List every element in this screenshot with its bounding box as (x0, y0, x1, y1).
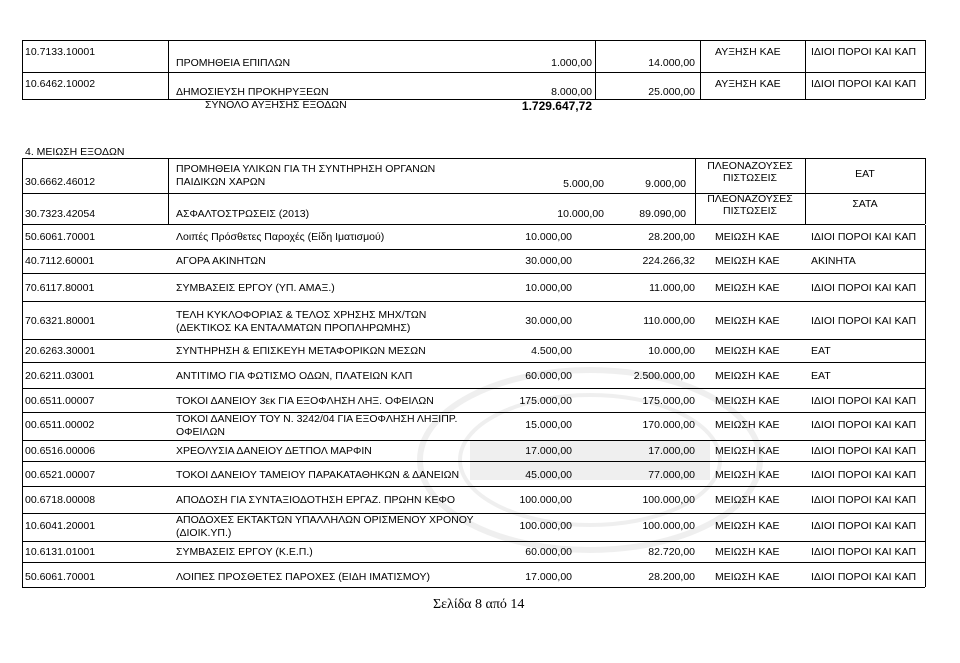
amount-total: 82.720,00 (648, 546, 695, 558)
expense-description: ΤΟΚΟΙ ΔΑΝΕΙΟΥ ΤΑΜΕΙΟΥ ΠΑΡΑΚΑΤΑΘΗΚΩΝ & ΔΑΝΕΙΩΝ (176, 469, 460, 481)
funding-source: ΙΔΙΟΙ ΠΟΡΟΙ ΚΑΙ ΚΑΠ (811, 445, 917, 457)
account-code: 50.6061.70001 (25, 571, 96, 583)
row-divider (22, 339, 925, 340)
table-col-line (925, 225, 926, 587)
action-label: ΜΕΙΩΣΗ ΚΑΕ (715, 419, 780, 431)
action-label: ΠΙΣΤΩΣΕΙΣ (723, 205, 777, 217)
amount-total: 224.266,32 (642, 255, 695, 267)
action-label: ΜΕΙΩΣΗ ΚΑΕ (715, 494, 780, 506)
expense-description: ΤΟΚΟΙ ΔΑΝΕΙΟΥ ΤΟΥ Ν. 3242/04 ΓΙΑ ΕΞΟΦΛΗΣΗ ΛΗΞΙΠΡ. (176, 413, 458, 425)
top-table-border-top (22, 40, 925, 41)
action-label: ΑΥΞΗΣΗ ΚΑΕ (715, 78, 781, 90)
amount-change: 30.000,00 (525, 315, 572, 327)
amount-total: 25.000,00 (648, 86, 695, 98)
row-divider (22, 412, 925, 413)
expense-description: Λοιπές Πρόσθετες Παροχές (Είδη Ιματισμού) (176, 231, 385, 243)
account-code: 20.6211.03001 (25, 370, 95, 382)
amount-total: 175.000,00 (642, 395, 695, 407)
amount-change: 17.000,00 (525, 571, 572, 583)
amount-change: 60.000,00 (525, 546, 572, 558)
funding-source: ΕΑΤ (811, 345, 831, 357)
expense-description: ΑΓΟΡΑ ΑΚΙΝΗΤΩΝ (176, 255, 266, 267)
account-code: 30.6662.46012 (25, 176, 96, 188)
account-code: 10.6041.20001 (25, 520, 96, 532)
section-table-col-line (168, 158, 169, 224)
expense-description: ΔΗΜΟΣΙΕΥΣΗ ΠΡΟΚΗΡΥΞΕΩΝ (176, 86, 329, 98)
funding-source: ΙΔΙΟΙ ΠΟΡΟΙ ΚΑΙ ΚΑΠ (811, 395, 917, 407)
row-divider (22, 440, 925, 441)
expense-description: ΠΡΟΜΗΘΕΙΑ ΥΛΙΚΩΝ ΓΙΑ ΤΗ ΣΥΝΤΗΡΗΣΗ ΟΡΓΑΝΩΝ (176, 163, 436, 175)
row-divider (22, 301, 925, 302)
expense-description: ΣΥΜΒΑΣΕΙΣ ΕΡΓΟΥ (ΥΠ. ΑΜΑΞ.) (176, 282, 335, 294)
action-label: ΠΛΕΟΝΑΖΟΥΣΕΣ (707, 160, 793, 172)
top-table-col-line (22, 40, 23, 99)
account-code: 00.6511.00002 (25, 419, 95, 431)
account-code: 30.7323.42054 (25, 208, 96, 220)
action-label: ΜΕΙΩΣΗ ΚΑΕ (715, 231, 780, 243)
amount-change: 17.000,00 (525, 445, 572, 457)
funding-source: ΕΑΤ (811, 370, 831, 382)
expense-description: ΟΦΕΙΛΩΝ (176, 426, 225, 438)
expense-description: ΧΡΕΟΛΥΣΙΑ ΔΑΝΕΙΟΥ ΔΕΤΠΟΛ ΜΑΡΦΙΝ (176, 445, 372, 457)
action-label: ΜΕΙΩΣΗ ΚΑΕ (715, 255, 780, 267)
action-label: ΜΕΙΩΣΗ ΚΑΕ (715, 546, 780, 558)
action-label: ΜΕΙΩΣΗ ΚΑΕ (715, 282, 780, 294)
amount-change: 100.000,00 (519, 494, 572, 506)
top-table-col-line (925, 40, 926, 99)
table-col-line (22, 225, 23, 587)
expense-description: ΑΠΟΔΟΣΗ ΓΙΑ ΣΥΝΤΑΞΙΟΔΟΤΗΣΗ ΕΡΓΑΖ. ΠΡΩΗΝ ΚΕΦΟ (176, 494, 456, 506)
top-table-col-line (805, 40, 806, 99)
expense-description: (ΔΙΟΙΚ.ΥΠ.) (176, 527, 232, 539)
amount-change: 100.000,00 (519, 520, 572, 532)
amount-change: 4.500,00 (531, 345, 572, 357)
expense-description: ΑΝΤΙΤΙΜΟ ΓΙΑ ΦΩΤΙΣΜΟ ΟΔΩΝ, ΠΛΑΤΕΙΩΝ ΚΛΠ (176, 370, 413, 382)
funding-source: ΑΚΙΝΗΤΑ (811, 255, 856, 267)
amount-change: 10.000,00 (557, 208, 604, 220)
expense-description: ΣΥΜΒΑΣΕΙΣ ΕΡΓΟΥ (Κ.Ε.Π.) (176, 546, 313, 558)
action-label: ΜΕΙΩΣΗ ΚΑΕ (715, 395, 780, 407)
total-increase-value: 1.729.647,72 (521, 99, 592, 113)
row-divider (22, 249, 925, 250)
funding-source: ΙΔΙΟΙ ΠΟΡΟΙ ΚΑΙ ΚΑΠ (811, 494, 917, 506)
amount-total: 89.090,00 (639, 208, 686, 220)
section-table-border-bottom (22, 224, 925, 225)
action-label: ΠΙΣΤΩΣΕΙΣ (723, 172, 777, 184)
row-divider (22, 388, 925, 389)
amount-total: 77.000,00 (648, 469, 695, 481)
amount-total: 11.000,00 (649, 282, 695, 294)
funding-source: ΙΔΙΟΙ ΠΟΡΟΙ ΚΑΙ ΚΑΠ (811, 520, 917, 532)
amount-total: 100.000,00 (642, 494, 695, 506)
amount-change: 30.000,00 (525, 255, 572, 267)
amount-change: 10.000,00 (525, 282, 572, 294)
amount-total: 2.500.000,00 (633, 370, 695, 382)
account-code: 10.7133.10001 (25, 46, 96, 58)
account-code: 00.6521.00007 (25, 469, 96, 481)
section-table-col-line (925, 158, 926, 224)
action-label: ΜΕΙΩΣΗ ΚΑΕ (715, 469, 780, 481)
expense-description: (ΔΕΚΤΙΚΟΣ ΚΑ ΕΝΤΑΛΜΑΤΩΝ ΠΡΟΠΛΗΡΩΜΗΣ) (176, 322, 411, 334)
funding-source: ΙΔΙΟΙ ΠΟΡΟΙ ΚΑΙ ΚΑΠ (811, 571, 917, 583)
expense-description: ΤΕΛΗ ΚΥΚΛΟΦΟΡΙΑΣ & ΤΕΛΟΣ ΧΡΗΣΗΣ ΜΗΧ/ΤΩΝ (176, 309, 427, 321)
account-code: 10.6131.01001 (25, 546, 96, 558)
account-code: 20.6263.30001 (25, 345, 96, 357)
amount-total: 170.000,00 (642, 419, 695, 431)
account-code: 70.6117.80001 (25, 282, 95, 294)
section-title: 4. ΜΕΙΩΣΗ ΕΞΟΔΩΝ (25, 146, 125, 158)
top-table-col-line (168, 40, 169, 99)
amount-change: 10.000,00 (525, 231, 572, 243)
amount-total: 9.000,00 (645, 178, 686, 190)
top-table-row-divider (22, 72, 925, 73)
amount-change: 15.000,00 (525, 419, 572, 431)
row-divider (22, 273, 925, 274)
row-divider (22, 362, 925, 363)
action-label: ΜΕΙΩΣΗ ΚΑΕ (715, 520, 780, 532)
amount-change: 175.000,00 (519, 395, 572, 407)
amount-total: 28.200,00 (648, 231, 695, 243)
row-divider (22, 587, 925, 588)
amount-total: 100.000,00 (642, 520, 695, 532)
row-divider (22, 486, 925, 487)
account-code: 40.7112.60001 (25, 255, 95, 267)
action-label: ΜΕΙΩΣΗ ΚΑΕ (715, 445, 780, 457)
amount-change: 8.000,00 (551, 86, 592, 98)
amount-total: 17.000,00 (648, 445, 695, 457)
account-code: 00.6511.00007 (25, 395, 95, 407)
action-label: ΜΕΙΩΣΗ ΚΑΕ (715, 370, 780, 382)
funding-source: ΙΔΙΟΙ ΠΟΡΟΙ ΚΑΙ ΚΑΠ (811, 419, 917, 431)
amount-change: 1.000,00 (551, 57, 592, 69)
amount-change: 45.000,00 (525, 469, 572, 481)
row-divider (22, 562, 925, 563)
expense-description: ΠΑΙΔΙΚΩΝ ΧΑΡΩΝ (176, 176, 266, 188)
row-divider (22, 461, 925, 462)
expense-description: ΤΟΚΟΙ ΔΑΝΕΙΟΥ 3εκ ΓΙΑ ΕΞΟΦΛΗΣΗ ΛΗΞ. ΟΦΕΙΛΩΝ (176, 395, 434, 407)
action-label: ΠΛΕΟΝΑΖΟΥΣΕΣ (707, 193, 793, 205)
funding-source: ΕΑΤ (855, 168, 875, 180)
section-table-border-top (22, 158, 925, 159)
page-number: Σελίδα 8 από 14 (433, 597, 525, 612)
amount-change: 60.000,00 (525, 370, 572, 382)
funding-source: ΙΔΙΟΙ ΠΟΡΟΙ ΚΑΙ ΚΑΠ (811, 469, 917, 481)
funding-source: ΙΔΙΟΙ ΠΟΡΟΙ ΚΑΙ ΚΑΠ (811, 546, 917, 558)
funding-source: ΙΔΙΟΙ ΠΟΡΟΙ ΚΑΙ ΚΑΠ (811, 78, 917, 90)
account-code: 70.6321.80001 (25, 315, 96, 327)
funding-source: ΙΔΙΟΙ ΠΟΡΟΙ ΚΑΙ ΚΑΠ (811, 282, 917, 294)
account-code: 10.6462.10002 (25, 78, 96, 90)
section-table-col-line (22, 158, 23, 224)
account-code: 00.6516.00006 (25, 445, 96, 457)
amount-change: 5.000,00 (563, 178, 604, 190)
account-code: 50.6061.70001 (25, 231, 96, 243)
funding-source: ΣΑΤΑ (852, 198, 878, 210)
expense-description: ΠΡΟΜΗΘΕΙΑ ΕΠΙΠΛΩΝ (176, 57, 291, 69)
row-divider (22, 541, 925, 542)
expense-description: ΛΟΙΠΕΣ ΠΡΟΣΘΕΤΕΣ ΠΑΡΟΧΕΣ (ΕΙΔΗ ΙΜΑΤΙΣΜΟΥ) (176, 571, 430, 583)
amount-total: 28.200,00 (648, 571, 695, 583)
funding-source: ΙΔΙΟΙ ΠΟΡΟΙ ΚΑΙ ΚΑΠ (811, 231, 917, 243)
funding-source: ΙΔΙΟΙ ΠΟΡΟΙ ΚΑΙ ΚΑΠ (811, 46, 917, 58)
action-label: ΜΕΙΩΣΗ ΚΑΕ (715, 571, 780, 583)
action-label: ΜΕΙΩΣΗ ΚΑΕ (715, 345, 780, 357)
amount-total: 110.000,00 (643, 315, 695, 327)
action-label: ΑΥΞΗΣΗ ΚΑΕ (715, 46, 781, 58)
top-table-col-line (700, 40, 701, 99)
amount-total: 10.000,00 (648, 345, 695, 357)
action-label: ΜΕΙΩΣΗ ΚΑΕ (715, 315, 780, 327)
amount-total: 14.000,00 (648, 57, 695, 69)
expense-description: ΑΠΟΔΟΧΕΣ ΕΚΤΑΚΤΩΝ ΥΠΑΛΛΗΛΩΝ ΟΡΙΣΜΕΝΟΥ ΧΡΟΝΟΥ (176, 514, 474, 526)
account-code: 00.6718.00008 (25, 494, 96, 506)
expense-description: ΑΣΦΑΛΤΟΣΤΡΩΣΕΙΣ (2013) (176, 208, 310, 220)
total-increase-label: ΣΥΝΟΛΟ ΑΥΞΗΣΗΣ ΕΞΟΔΩΝ (205, 99, 347, 111)
expense-description: ΣΥΝΤΗΡΗΣΗ & ΕΠΙΣΚΕΥΗ ΜΕΤΑΦΟΡΙΚΩΝ ΜΕΣΩΝ (176, 345, 426, 357)
funding-source: ΙΔΙΟΙ ΠΟΡΟΙ ΚΑΙ ΚΑΠ (811, 315, 917, 327)
